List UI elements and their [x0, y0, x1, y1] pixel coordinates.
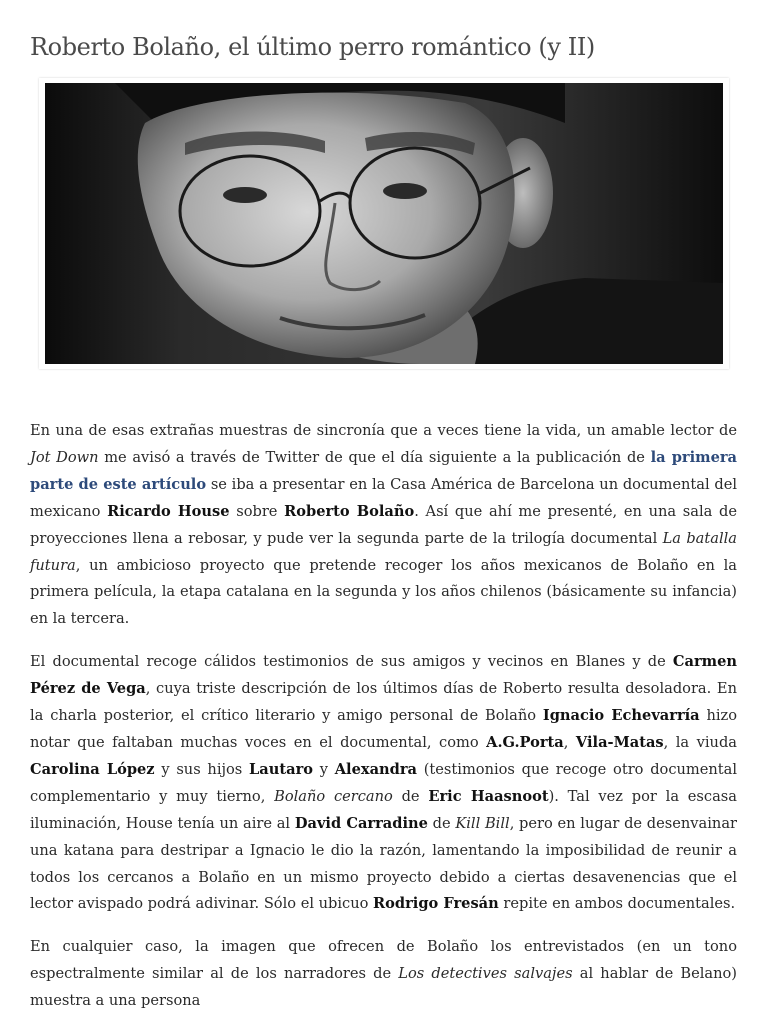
article-title: Roberto Bolaño, el último perro romántico (y II): [30, 33, 595, 61]
italic-title: Kill Bill: [455, 814, 510, 832]
text-span: hizo notar que faltaban muchas voces en el documental, como: [30, 707, 738, 751]
bold-name: Lautaro: [249, 760, 313, 778]
bold-name: A.G.Porta: [486, 733, 564, 751]
text-span: sobre: [229, 502, 285, 520]
text-span: de: [427, 814, 456, 832]
italic-title: Los detectives salvajes: [398, 965, 573, 983]
italic-title: Jot Down: [30, 448, 99, 466]
text-span: . Así que ahí me presenté, en una sala de proyecciones llena a rebosar, y pude ver la segunda parte de la trilogía documental: [30, 502, 738, 547]
text-span: y: [313, 760, 335, 778]
bold-name: Ignacio Echevarría: [542, 707, 700, 725]
text-span: El documental recoge cálidos testimonios de sus amigos y vecinos en Blanes y de: [30, 653, 673, 671]
text-span: me avisó a través de Twitter de que el día siguiente a la publicación de: [98, 448, 651, 466]
text-span: , un ambicioso proyecto que pretende recoger los años mexicanos de Bolaño en la primera película, la etapa catalana en la segunda y los años chilenos (básicamente su infancia) en la tercera.: [30, 556, 737, 628]
text-span: al hablar de Belano) muestra a una persona: [30, 965, 737, 1010]
portrait-image: [45, 83, 723, 364]
text-span: se iba a presentar en la Casa América de Barcelona un documental del mexicano: [30, 475, 737, 520]
text-span: , pero en lugar de desenvainar una katana para destripar a Ignacio le dio la razón, lamentando la imposibilidad de reunir a todos los cercanos a Bolaño en un mismo proyecto debido a ciertas desavenencias que el lector avispado podrá adivinar. Sólo el ubicuo: [30, 814, 737, 913]
bold-name: Rodrigo Fresán: [373, 895, 499, 913]
text-span: ). Tal vez por la escasa iluminación, House tenía un aire al: [30, 787, 737, 832]
text-span: En una de esas extrañas muestras de sincronía que a veces tiene la vida, un amable lector de: [30, 422, 737, 439]
bold-name: Carolina López: [30, 760, 155, 778]
text-span: , la viuda: [663, 733, 737, 751]
article-body: [30, 418, 737, 1031]
paragraph-3: [30, 934, 737, 1015]
bold-name: David Carradine: [294, 814, 428, 832]
first-part-link[interactable]: la primera parte de este artículo: [30, 448, 738, 493]
italic-title: Bolaño cercano: [274, 787, 393, 805]
paragraph-2: [30, 649, 737, 918]
text-span: repite en ambos documentales.: [498, 895, 736, 913]
bold-name: Roberto Bolaño: [284, 502, 415, 520]
bold-name: Ricardo House: [107, 502, 230, 520]
bold-name: Eric Haasnoot: [428, 787, 549, 805]
bold-name: Alexandra: [334, 760, 417, 778]
bold-name: Carmen Pérez de Vega: [30, 653, 737, 698]
article-photo: [39, 78, 729, 369]
italic-title: La batalla futura: [30, 529, 737, 574]
text-span: , cuya triste descripción de los últimos días de Roberto resulta desoladora. En la charla posterior, el crítico literario y amigo personal de Bolaño: [30, 680, 737, 725]
bold-name: Vila-Matas: [575, 733, 664, 751]
text-span: (testimonios que recoge otro documental complementario y muy tierno,: [30, 760, 738, 805]
text-span: y sus hijos: [154, 760, 250, 778]
text-span: ,: [563, 733, 576, 751]
text-span: de: [392, 787, 429, 805]
text-span: En cualquier caso, la imagen que ofrecen de Bolaño los entrevistados (en un tono espectralmente similar al de los narradores de: [30, 938, 737, 983]
paragraph-1: [30, 418, 737, 633]
